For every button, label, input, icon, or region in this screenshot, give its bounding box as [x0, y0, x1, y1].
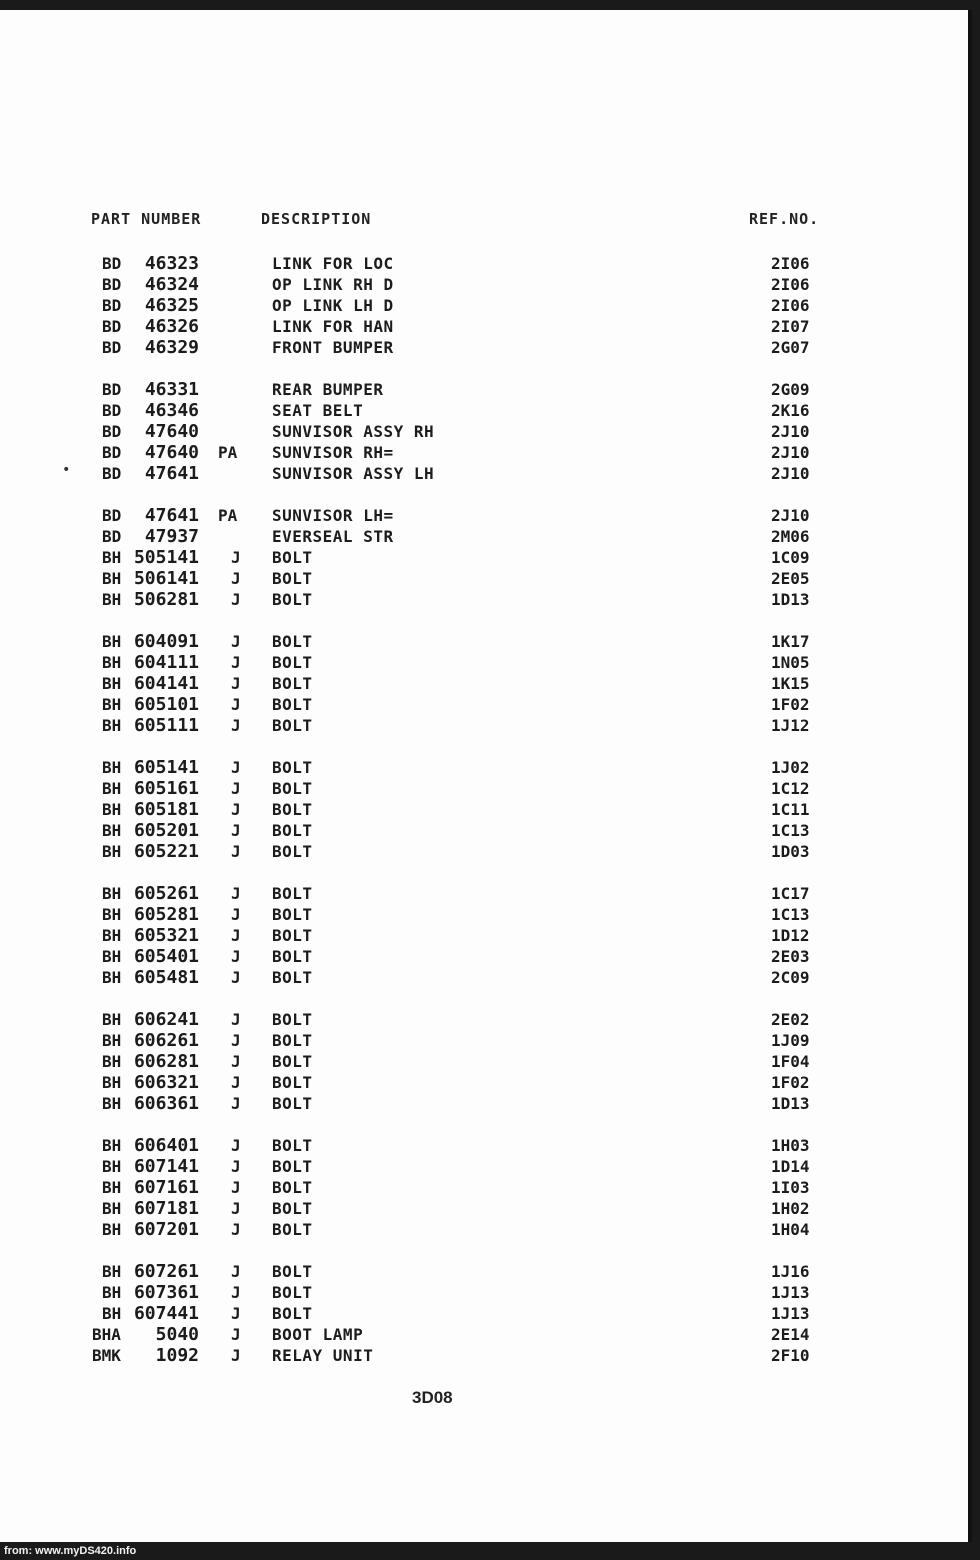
part-code: J: [231, 800, 241, 819]
part-ref-no: 1H03: [771, 1136, 810, 1155]
part-number: 605221: [133, 841, 199, 862]
part-ref-no: 1C09: [771, 548, 810, 567]
part-code: J: [231, 1304, 241, 1323]
part-ref-no: 1D13: [771, 590, 810, 609]
part-description: BOLT: [272, 1094, 313, 1113]
part-code: J: [231, 821, 241, 840]
part-code: J: [231, 1325, 241, 1344]
part-code: J: [231, 1220, 241, 1239]
part-ref-no: 2E02: [771, 1010, 810, 1029]
part-description: BOLT: [272, 884, 313, 903]
part-number: 605181: [133, 799, 199, 820]
part-number: 606261: [133, 1030, 199, 1051]
part-description: BOLT: [272, 779, 313, 798]
part-prefix: BH: [102, 1199, 122, 1218]
part-prefix: BH: [102, 1052, 122, 1071]
table-row: [0, 1135, 968, 1156]
part-description: BOLT: [272, 1283, 313, 1302]
part-prefix: BD: [102, 443, 122, 462]
part-prefix: BH: [102, 632, 122, 651]
part-prefix: BH: [102, 905, 122, 924]
part-code: J: [231, 1283, 241, 1302]
part-number: 606241: [133, 1009, 199, 1030]
part-ref-no: 2I06: [771, 275, 810, 294]
table-row: [0, 442, 968, 463]
part-code: J: [231, 1346, 241, 1365]
table-row: [0, 589, 968, 610]
part-description: BOLT: [272, 1052, 313, 1071]
part-code: J: [231, 632, 241, 651]
part-prefix: BD: [102, 317, 122, 336]
part-description: SEAT BELT: [272, 401, 364, 420]
part-prefix: BH: [102, 548, 122, 567]
table-row: [0, 547, 968, 568]
part-code: J: [231, 758, 241, 777]
part-ref-no: 1H04: [771, 1220, 810, 1239]
part-ref-no: 2I06: [771, 296, 810, 315]
part-ref-no: 1K17: [771, 632, 810, 651]
part-ref-no: 2F10: [771, 1346, 810, 1365]
part-number: 506281: [133, 589, 199, 610]
part-prefix: BH: [102, 947, 122, 966]
part-number: 607441: [133, 1303, 199, 1324]
part-description: BOLT: [272, 800, 313, 819]
part-number: 47937: [144, 526, 199, 547]
part-ref-no: 1D14: [771, 1157, 810, 1176]
table-row: [0, 316, 968, 337]
table-row: [0, 778, 968, 799]
table-row: [0, 505, 968, 526]
part-prefix: BH: [102, 1031, 122, 1050]
part-ref-no: 1K15: [771, 674, 810, 693]
part-number: 47640: [144, 421, 199, 442]
part-ref-no: 1J13: [771, 1304, 810, 1323]
table-row: [0, 841, 968, 862]
part-prefix: BH: [102, 1094, 122, 1113]
table-row: [0, 799, 968, 820]
part-prefix: BH: [102, 590, 122, 609]
table-row: [0, 1324, 968, 1345]
part-description: BOLT: [272, 674, 313, 693]
part-prefix: BD: [102, 380, 122, 399]
part-description: BOLT: [272, 926, 313, 945]
table-row: [0, 1345, 968, 1366]
part-description: LINK FOR LOC: [272, 254, 394, 273]
part-code: J: [231, 1136, 241, 1155]
part-prefix: BD: [102, 527, 122, 546]
part-description: BOLT: [272, 632, 313, 651]
table-row: [0, 463, 968, 484]
part-prefix: BH: [102, 800, 122, 819]
part-ref-no: 2I07: [771, 317, 810, 336]
part-number: 607361: [133, 1282, 199, 1303]
part-prefix: BH: [102, 569, 122, 588]
part-prefix: BD: [102, 401, 122, 420]
part-number: 47640: [144, 442, 199, 463]
part-description: BOLT: [272, 1136, 313, 1155]
part-number: 605401: [133, 946, 199, 967]
part-prefix: BH: [102, 1010, 122, 1029]
part-ref-no: 1C13: [771, 821, 810, 840]
part-description: BOLT: [272, 1010, 313, 1029]
part-description: BOLT: [272, 758, 313, 777]
part-description: BOLT: [272, 1178, 313, 1197]
table-row: [0, 925, 968, 946]
part-code: J: [231, 1157, 241, 1176]
table-row: [0, 967, 968, 988]
part-prefix: BH: [102, 653, 122, 672]
part-ref-no: 2G07: [771, 338, 810, 357]
part-prefix: BH: [102, 1136, 122, 1155]
part-ref-no: 2M06: [771, 527, 810, 546]
part-code: J: [231, 1073, 241, 1092]
part-number: 606401: [133, 1135, 199, 1156]
part-number: 605141: [133, 757, 199, 778]
part-prefix: BMK: [92, 1346, 121, 1365]
part-prefix: BD: [102, 338, 122, 357]
part-prefix: BD: [102, 254, 122, 273]
part-ref-no: 1C17: [771, 884, 810, 903]
part-number: 605161: [133, 778, 199, 799]
part-description: BOLT: [272, 842, 313, 861]
part-code: J: [231, 905, 241, 924]
table-row: [0, 673, 968, 694]
table-row: [0, 715, 968, 736]
table-row: [0, 337, 968, 358]
part-description: BOLT: [272, 947, 313, 966]
part-ref-no: 1D12: [771, 926, 810, 945]
part-ref-no: 2I06: [771, 254, 810, 273]
part-code: J: [231, 569, 241, 588]
part-prefix: BH: [102, 1178, 122, 1197]
part-number: 46346: [144, 400, 199, 421]
part-code: J: [231, 716, 241, 735]
part-code: J: [231, 968, 241, 987]
part-number: 604091: [133, 631, 199, 652]
table-row: [0, 1261, 968, 1282]
part-ref-no: 1J16: [771, 1262, 810, 1281]
margin-mark: •: [62, 462, 71, 478]
part-description: EVERSEAL STR: [272, 527, 394, 546]
part-description: REAR BUMPER: [272, 380, 384, 399]
table-row: [0, 652, 968, 673]
part-description: BOLT: [272, 905, 313, 924]
part-description: BOLT: [272, 1304, 313, 1323]
part-ref-no: 1J09: [771, 1031, 810, 1050]
part-ref-no: 1H02: [771, 1199, 810, 1218]
part-ref-no: 1D03: [771, 842, 810, 861]
source-watermark: from: www.myDS420.info: [4, 1545, 137, 1557]
part-ref-no: 2J10: [771, 443, 810, 462]
part-ref-no: 1C12: [771, 779, 810, 798]
part-code: J: [231, 1262, 241, 1281]
part-ref-no: 1C13: [771, 905, 810, 924]
part-number: 46331: [144, 379, 199, 400]
part-prefix: BH: [102, 884, 122, 903]
part-ref-no: 2J10: [771, 422, 810, 441]
part-code: J: [231, 590, 241, 609]
part-prefix: BH: [102, 1283, 122, 1302]
part-description: RELAY UNIT: [272, 1346, 374, 1365]
part-number: 606281: [133, 1051, 199, 1072]
part-code: PA: [218, 506, 238, 525]
part-description: SUNVISOR ASSY LH: [272, 464, 435, 483]
part-prefix: BH: [102, 758, 122, 777]
part-prefix: BH: [102, 1073, 122, 1092]
part-description: BOLT: [272, 821, 313, 840]
part-code: J: [231, 884, 241, 903]
part-number: 506141: [133, 568, 199, 589]
table-row: [0, 1009, 968, 1030]
part-description: FRONT BUMPER: [272, 338, 394, 357]
part-prefix: BH: [102, 968, 122, 987]
part-description: SUNVISOR LH=: [272, 506, 394, 525]
part-description: BOLT: [272, 1199, 313, 1218]
table-row: [0, 1030, 968, 1051]
table-row: [0, 757, 968, 778]
part-description: OP LINK RH D: [272, 275, 394, 294]
part-prefix: BD: [102, 422, 122, 441]
part-code: PA: [218, 443, 238, 462]
part-ref-no: 2E03: [771, 947, 810, 966]
part-number: 5040: [155, 1324, 199, 1345]
part-number: 607261: [133, 1261, 199, 1282]
part-ref-no: 1J02: [771, 758, 810, 777]
part-code: J: [231, 1094, 241, 1113]
table-row: [0, 1051, 968, 1072]
part-ref-no: 1F04: [771, 1052, 810, 1071]
table-row: [0, 1177, 968, 1198]
part-description: BOLT: [272, 653, 313, 672]
part-prefix: BH: [102, 1304, 122, 1323]
part-number: 46329: [144, 337, 199, 358]
table-row: [0, 526, 968, 547]
part-number: 605321: [133, 925, 199, 946]
part-code: J: [231, 695, 241, 714]
part-prefix: BH: [102, 842, 122, 861]
table-row: [0, 1072, 968, 1093]
part-prefix: BH: [102, 674, 122, 693]
table-row: [0, 253, 968, 274]
part-code: J: [231, 1052, 241, 1071]
part-number: 505141: [133, 547, 199, 568]
part-prefix: BH: [102, 821, 122, 840]
table-row: [0, 1282, 968, 1303]
part-description: BOLT: [272, 968, 313, 987]
part-code: J: [231, 842, 241, 861]
part-description: BOLT: [272, 1157, 313, 1176]
table-row: [0, 1156, 968, 1177]
part-number: 606361: [133, 1093, 199, 1114]
table-row: [0, 631, 968, 652]
part-ref-no: 2E14: [771, 1325, 810, 1344]
part-ref-no: 2K16: [771, 401, 810, 420]
part-ref-no: 2J10: [771, 464, 810, 483]
part-number: 605261: [133, 883, 199, 904]
part-number: 604111: [133, 652, 199, 673]
part-prefix: BD: [102, 275, 122, 294]
part-description: BOLT: [272, 1262, 313, 1281]
part-number: 46326: [144, 316, 199, 337]
part-prefix: BH: [102, 695, 122, 714]
part-description: BOLT: [272, 548, 313, 567]
part-code: J: [231, 674, 241, 693]
table-row: [0, 421, 968, 442]
part-number: 46325: [144, 295, 199, 316]
part-number: 607201: [133, 1219, 199, 1240]
part-ref-no: 2C09: [771, 968, 810, 987]
part-ref-no: 2E05: [771, 569, 810, 588]
part-prefix: BH: [102, 779, 122, 798]
part-number: 607141: [133, 1156, 199, 1177]
part-prefix: BD: [102, 464, 122, 483]
table-row: [0, 274, 968, 295]
part-description: BOLT: [272, 590, 313, 609]
part-ref-no: 1N05: [771, 653, 810, 672]
part-number: 47641: [144, 505, 199, 526]
part-code: J: [231, 1199, 241, 1218]
part-number: 46324: [144, 274, 199, 295]
part-prefix: BH: [102, 1262, 122, 1281]
part-number: 605481: [133, 967, 199, 988]
part-code: J: [231, 947, 241, 966]
part-ref-no: 1I03: [771, 1178, 810, 1197]
part-code: J: [231, 779, 241, 798]
table-row: [0, 1093, 968, 1114]
part-prefix: BH: [102, 716, 122, 735]
part-ref-no: 1F02: [771, 695, 810, 714]
header-ref-no: REF.NO.: [749, 210, 820, 228]
part-prefix: BH: [102, 1157, 122, 1176]
table-row: [0, 1198, 968, 1219]
table-row: [0, 379, 968, 400]
part-description: SUNVISOR ASSY RH: [272, 422, 435, 441]
part-ref-no: 1D13: [771, 1094, 810, 1113]
part-prefix: BHA: [92, 1325, 121, 1344]
part-prefix: BD: [102, 296, 122, 315]
part-description: BOLT: [272, 569, 313, 588]
part-ref-no: 1C11: [771, 800, 810, 819]
part-code: J: [231, 548, 241, 567]
part-number: 605101: [133, 694, 199, 715]
table-row: [0, 1303, 968, 1324]
part-ref-no: 1F02: [771, 1073, 810, 1092]
part-code: J: [231, 1010, 241, 1029]
part-code: J: [231, 1031, 241, 1050]
part-ref-no: 2G09: [771, 380, 810, 399]
part-number: 607161: [133, 1177, 199, 1198]
part-description: BOLT: [272, 716, 313, 735]
part-prefix: BD: [102, 506, 122, 525]
part-prefix: BH: [102, 926, 122, 945]
document-page: [0, 10, 972, 1542]
table-row: [0, 400, 968, 421]
part-description: OP LINK LH D: [272, 296, 394, 315]
part-description: BOLT: [272, 1073, 313, 1092]
part-number: 604141: [133, 673, 199, 694]
table-row: [0, 1219, 968, 1240]
part-description: LINK FOR HAN: [272, 317, 394, 336]
header-description: DESCRIPTION: [261, 210, 372, 228]
header-part-number: PART NUMBER: [91, 210, 202, 228]
part-number: 605201: [133, 820, 199, 841]
table-row: [0, 904, 968, 925]
part-prefix: BH: [102, 1220, 122, 1239]
table-row: [0, 295, 968, 316]
part-description: BOOT LAMP: [272, 1325, 364, 1344]
part-description: BOLT: [272, 1220, 313, 1239]
table-row: [0, 694, 968, 715]
part-code: J: [231, 1178, 241, 1197]
part-ref-no: 2J10: [771, 506, 810, 525]
part-description: SUNVISOR RH=: [272, 443, 394, 462]
page-code: 3D08: [412, 1388, 453, 1407]
table-row: [0, 820, 968, 841]
table-row: [0, 568, 968, 589]
part-ref-no: 1J13: [771, 1283, 810, 1302]
part-number: 606321: [133, 1072, 199, 1093]
table-row: [0, 946, 968, 967]
part-number: 607181: [133, 1198, 199, 1219]
part-number: 605111: [133, 715, 199, 736]
part-description: BOLT: [272, 1031, 313, 1050]
part-number: 47641: [144, 463, 199, 484]
part-description: BOLT: [272, 695, 313, 714]
table-row: [0, 883, 968, 904]
part-code: J: [231, 926, 241, 945]
part-code: J: [231, 653, 241, 672]
part-number: 46323: [144, 253, 199, 274]
part-number: 605281: [133, 904, 199, 925]
part-number: 1092: [155, 1345, 199, 1366]
part-ref-no: 1J12: [771, 716, 810, 735]
